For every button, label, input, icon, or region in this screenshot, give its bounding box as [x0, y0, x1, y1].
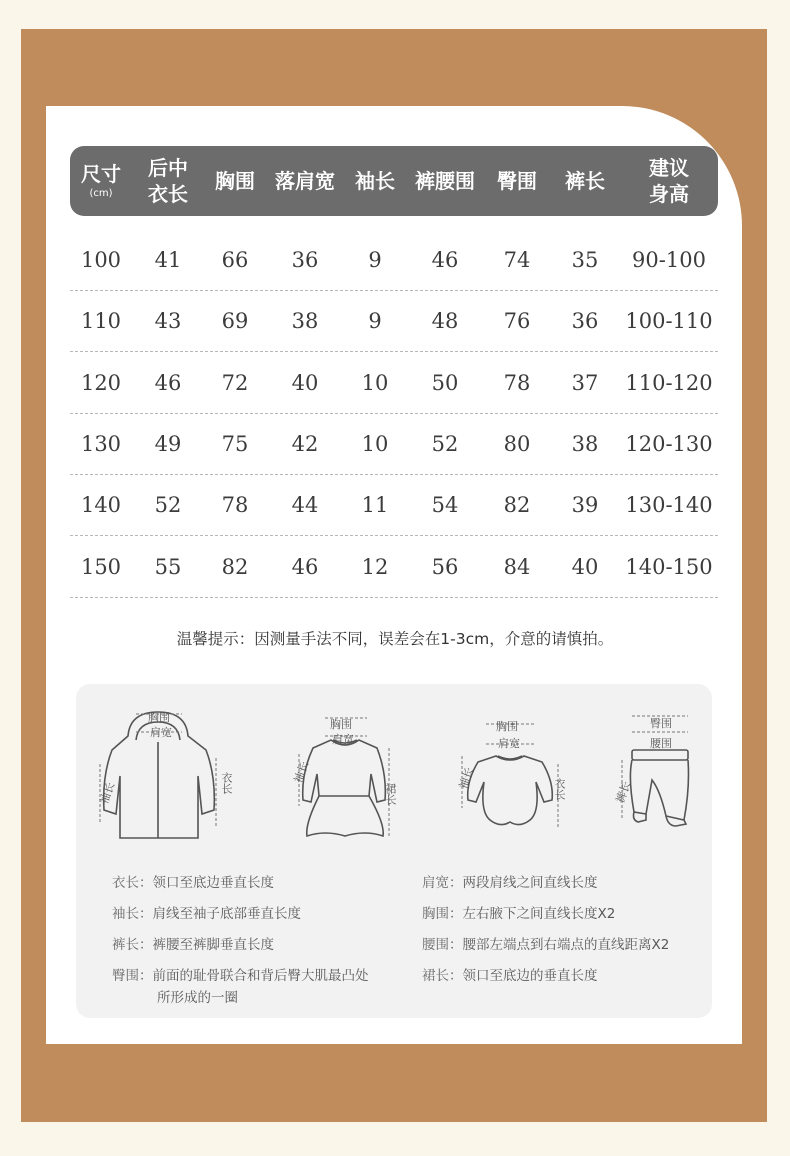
- table-cell: 39: [571, 493, 599, 518]
- table-cell: 130: [80, 431, 122, 456]
- header-size: 尺寸 (cm): [81, 162, 121, 199]
- header-pants-length: 裤长: [565, 169, 605, 193]
- table-cell: 100: [80, 248, 122, 272]
- table-cell: 69: [221, 309, 249, 334]
- notes-left: [112, 872, 412, 1009]
- header-back-length: 后中 衣长: [148, 156, 188, 206]
- table-cell: 150: [80, 554, 122, 579]
- table-cell: 38: [291, 309, 319, 334]
- table-cell: 75: [221, 431, 249, 456]
- table-cell: 41: [154, 248, 182, 272]
- jacket-shoulder-label: 肩宽: [150, 726, 172, 739]
- table-cell: 50: [431, 370, 459, 395]
- table-cell: 35: [571, 248, 599, 272]
- note-chest: 胸围：左右腋下之间直线长度X2: [422, 906, 616, 922]
- jacket-sleeve-label: 袖长: [97, 780, 118, 806]
- table-cell: 74: [503, 248, 531, 272]
- pants-waist-label: 腰围: [650, 737, 672, 750]
- romper-sleeve-label: 袖长: [456, 765, 477, 791]
- table-row: [70, 291, 718, 352]
- table-cell: 9: [368, 309, 382, 334]
- table-cell: 78: [221, 493, 249, 518]
- table-cell: 82: [503, 493, 531, 518]
- table-cell: 11: [361, 493, 389, 518]
- romper-shoulder-label: 肩宽: [498, 737, 520, 750]
- header-chest: 胸围: [215, 169, 255, 193]
- table-cell: 43: [154, 309, 182, 334]
- table-cell: 84: [503, 554, 531, 579]
- table-cell: 36: [291, 248, 319, 272]
- table-cell: 40: [571, 554, 599, 579]
- romper-length-label: 衣长: [553, 778, 566, 800]
- header-shoulder: 落肩宽: [275, 169, 335, 193]
- table-cell: 52: [431, 431, 459, 456]
- table-cell: 110: [80, 309, 122, 334]
- table-cell: 44: [291, 493, 319, 518]
- table-row: [70, 353, 718, 414]
- table-cell: 38: [571, 431, 599, 456]
- jacket-length-label: 衣长: [220, 772, 233, 794]
- table-row: [70, 537, 718, 598]
- table-cell: 46: [154, 370, 182, 395]
- table-cell: 10: [361, 431, 389, 456]
- notes-right: [422, 872, 712, 987]
- table-cell: 140: [80, 493, 122, 518]
- table-cell: 56: [431, 554, 459, 579]
- table-header: [70, 146, 718, 216]
- pants-hip-label: 臀围: [650, 717, 672, 730]
- note-pants-length: 裤长：裤腰至裤脚垂直长度: [112, 937, 274, 953]
- table-cell: 9: [368, 248, 382, 272]
- table-cell: 37: [571, 370, 599, 395]
- table-row: [70, 230, 718, 291]
- dress-shoulder-label: 肩宽: [332, 733, 354, 746]
- measurement-tip: 温馨提示：因测量手法不同，误差会在1-3cm，介意的请慎拍。: [176, 630, 614, 648]
- romper-chest-label: 胸围: [496, 720, 518, 733]
- header-waist: 裤腰围: [415, 169, 475, 193]
- header-sleeve: 袖长: [355, 169, 395, 193]
- table-cell: 66: [221, 248, 249, 272]
- jacket-chest-label: 胸围: [148, 711, 170, 724]
- header-hip: 臀围: [497, 169, 537, 193]
- dress-chest-label: 胸围: [330, 718, 352, 731]
- header-height: 建议 身高: [649, 156, 689, 206]
- pants-length-label: 裤长: [613, 779, 634, 805]
- note-hip-cont: 所形成的一圈: [157, 990, 238, 1006]
- table-cell: 10: [361, 370, 389, 395]
- table-cell: 40: [291, 370, 319, 395]
- table-cell: 72: [221, 370, 249, 395]
- dress-skirt-label: 裙长: [384, 783, 397, 805]
- table-cell: 46: [291, 554, 319, 579]
- table-cell: 140-150: [625, 554, 713, 579]
- table-cell: 42: [291, 431, 319, 456]
- table-cell: 55: [154, 554, 182, 579]
- table-cell: 48: [431, 309, 459, 334]
- table-cell: 110-120: [625, 370, 713, 395]
- dress-sleeve-label: 袖长: [291, 759, 312, 785]
- table-cell: 12: [361, 554, 389, 579]
- table-cell: 100-110: [625, 309, 713, 334]
- table-cell: 52: [154, 493, 182, 518]
- note-skirt: 裙长：领口至底边的垂直长度: [422, 968, 598, 984]
- table-cell: 130-140: [625, 493, 713, 518]
- table-cell: 46: [431, 248, 459, 272]
- note-hip: 臀围：前面的耻骨联合和背后臀大肌最凸处: [112, 968, 369, 984]
- note-shoulder: 肩宽：两段肩线之间直线长度: [422, 875, 598, 891]
- note-garment-length: 衣长：领口至底边垂直长度: [112, 875, 274, 891]
- table-cell: 49: [154, 431, 182, 456]
- table-cell: 82: [221, 554, 249, 579]
- table-cell: 120: [80, 370, 122, 395]
- note-waist: 腰围：腰部左端点到右端点的直线距离X2: [422, 937, 670, 953]
- table-cell: 36: [571, 309, 599, 334]
- table-row: [70, 414, 718, 475]
- table-cell: 90-100: [632, 248, 706, 272]
- table-cell: 80: [503, 431, 531, 456]
- table-cell: 76: [503, 309, 531, 334]
- table-row: [70, 475, 718, 536]
- table-cell: 78: [503, 370, 531, 395]
- table-cell: 120-130: [625, 431, 713, 456]
- note-sleeve-length: 袖长：肩线至袖子底部垂直长度: [112, 906, 301, 922]
- table-cell: 54: [431, 493, 459, 518]
